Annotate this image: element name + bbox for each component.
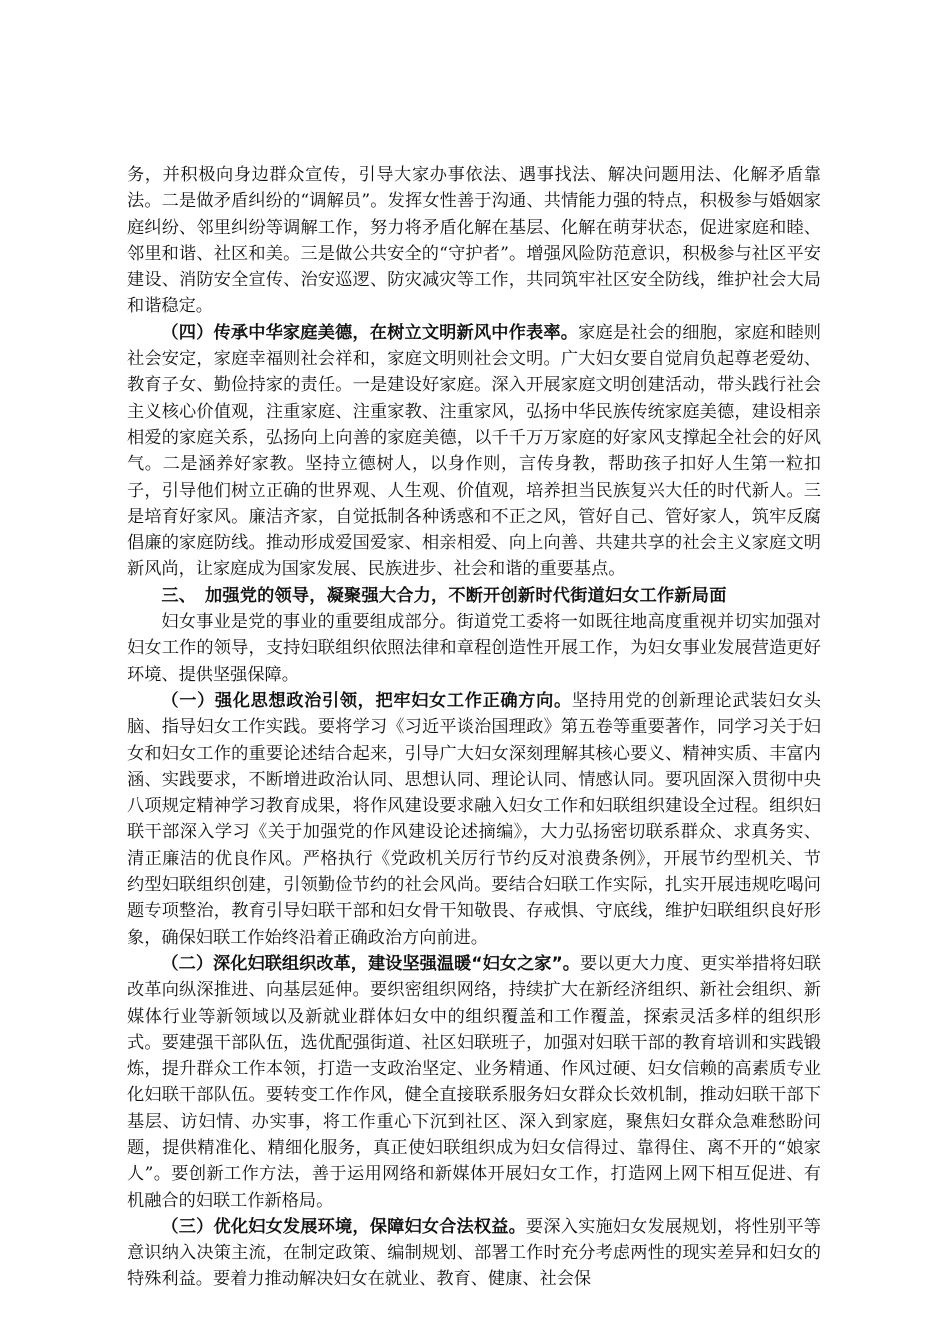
subsection-lead: （一）强化思想政治引领，把牢妇女工作正确方向。 — [161, 690, 572, 711]
subsection-lead: （三）优化妇女发展环境，保障妇女合法权益。 — [161, 1216, 526, 1237]
paragraph-lead: （四）传承中华家庭美德，在树立文明新风中作表率。 — [161, 322, 579, 343]
section-heading: 三、 加强党的领导，凝聚强大合力，不断开创新时代街道妇女工作新局面 — [161, 585, 727, 606]
subsection-body: 要深入实施妇女发展规划，将性别平等意识纳入决策主流，在制定政策、编制规划、部署工作时充分考虑两性的现实差异和妇女的特殊利益。要着力推动解决妇女在就业、教育、健康、社会保 — [127, 1216, 821, 1290]
subsection-body: 要以更大力度、更实举措将妇联改革向纵深推进、向基层延伸。要织密组织网络，持续扩大在新经济组织、新社会组织、新媒体行业等新领域以及新就业群体妇女中的组织覆盖和工作覆盖，探索灵活多样的组织形式。要建强干部队伍，选优配强街道、社区妇联班子，加强对妇联干部的教育培训和实践锻炼，提升群众工作本领，打造一支政治坚定、业务精通、作风过硬、妇女信赖的高素质专业化妇联干部队伍。要转变工作作风，健全直接联系服务妇女群众长效机制，推动妇联干部下基层、访妇情、办实事，将工作重心下沉到社区、深入到家庭，聚焦妇女群众急难愁盼问题，提供精准化、精细化服务，真正使妇联组织成为妇女信得过、靠得住、离不开的“娘家人”。要创新工作方法，善于运用网络和新媒体开展妇女工作，打造网上网下相互促进、有机融合的妇联工作新格局。 — [127, 953, 821, 1211]
subsection-body: 坚持用党的创新理论武装妇女头脑、指导妇女工作实践。要将学习《习近平谈治国理政》第五卷等重要著作，同学习关于妇女和妇女工作的重要论述结合起来，引导广大妇女深刻理解其核心要义、精神实质、丰富内涵、实践要求，不断增进政治认同、思想认同、理论认同、情感认同。要巩固深入贯彻中央八项规定精神学习教育成果，将作风建设要求融入妇女工作和妇联组织建设全过程。组织妇联干部深入学习《关于加强党的作风建设论述摘编》，大力弘扬密切联系群众、求真务实、清正廉洁的优良作风。严格执行《党政机关厉行节约反对浪费条例》，开展节约型机关、节约型妇联组织创建，引领勤俭节约的社会风尚。要结合妇联工作实际，扎实开展违规吃喝问题专项整治，教育引导妇联干部和妇女骨干知敬畏、存戒惧、守底线，维护妇联组织良好形象，确保妇联工作始终沿着正确政治方向前进。 — [127, 690, 821, 948]
paragraph-family-virtue — [127, 320, 821, 583]
subsection-development-environment — [127, 1214, 821, 1293]
paragraph-body: 务，并积极向身边群众宣传，引导大家办事依法、遇事找法、解决问题用法、化解矛盾靠法。二是做矛盾纠纷的“调解员”。发挥女性善于沟通、共情能力强的特点，积极参与婚姻家庭纠纷、邻里纠纷等调解工作，努力将矛盾化解在基层、化解在萌芽状态，促进家庭和睦、邻里和谐、社区和美。三是做公共安全的“守护者”。增强风险防范意识，积极参与社区平安建设、消防安全宣传、治安巡逻、防灾减灾等工作，共同筑牢社区安全防线，维护社会大局和谐稳定。 — [127, 165, 821, 317]
subsection-organization-reform — [127, 951, 821, 1214]
section-intro: 妇女事业是党的事业的重要组成部分。街道党工委将一如既往地高度重视并切实加强对妇女工作的领导，支持妇联组织依照法律和章程创造性开展工作，为妇女事业发展营造更好环境、提供坚强保障。 — [127, 612, 821, 685]
paragraph-continued — [127, 162, 821, 320]
paragraph-body: 家庭是社会的细胞，家庭和睦则社会安定，家庭幸福则社会祥和，家庭文明则社会文明。广大妇女要自觉肩负起尊老爱幼、教育子女、勤俭持家的责任。一是建设好家庭。深入开展家庭文明创建活动，带头践行社会主义核心价值观，注重家庭、注重家教、注重家风，弘扬中华民族传统家庭美德，建设相亲相爱的家庭关系，弘扬向上向善的家庭美德，以千千万万家庭的好家风支撑起全社会的好风气。二是涵养好家教。坚持立德树人，以身作则，言传身教，帮助孩子扣好人生第一粒扣子，引导他们树立正确的世界观、人生观、价值观，培养担当民族复兴大任的时代新人。三是培育好家风。廉洁齐家，自觉抵制各种诱惑和不正之风，管好自己、管好家人，筑牢反腐倡廉的家庭防线。推动形成爱国爱家、相亲相爱、向上向善、共建共享的社会主义家庭文明新风尚，让家庭成为国家发展、民族进步、社会和谐的重要基点。 — [127, 322, 821, 580]
document-page — [127, 162, 821, 1293]
subsection-lead: （二）深化妇联组织改革，建设坚强温暖“妇女之家”。 — [161, 953, 580, 974]
subsection-political-guidance — [127, 688, 821, 951]
